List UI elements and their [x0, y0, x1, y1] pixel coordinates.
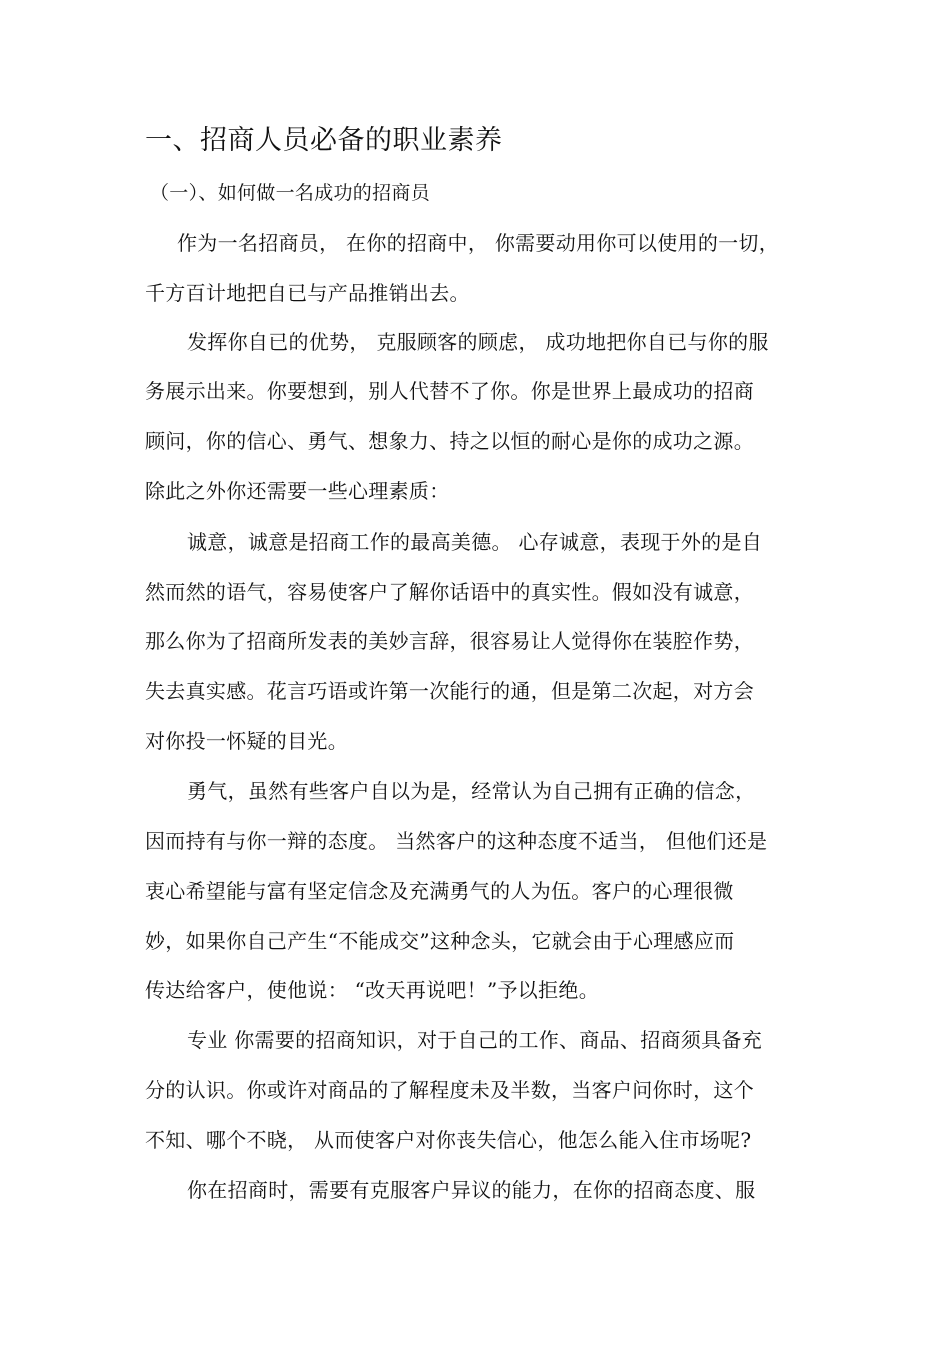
paragraph-line: 作为一名招商员， 在你的招商中， 你需要动用你可以使用的一切，	[177, 231, 780, 255]
section-subtitle: （一）、如何做一名成功的招商员	[150, 182, 431, 204]
paragraph-line: 勇气，虽然有些客户自以为是，经常认为自己拥有正确的信念，	[187, 779, 756, 803]
paragraph-line: 发挥你自已的优势， 克服顾客的顾虑， 成功地把你自已与你的服	[187, 330, 769, 354]
paragraph-line: 诚意，诚意是招商工作的最高美德。 心存诚意，表现于外的是自	[187, 530, 763, 554]
paragraph-line: 失去真实感。花言巧语或许第一次能行的通，但是第二次起，对方会	[145, 679, 754, 703]
paragraph-line: 那么你为了招商所发表的美妙言辞，很容易让人觉得你在装腔作势，	[145, 629, 754, 653]
paragraph-line: 务展示出来。你要想到，别人代替不了你。你是世界上最成功的招商	[145, 379, 754, 403]
paragraph-line: 衷心希望能与富有坚定信念及充满勇气的人为伍。客户的心理很微	[145, 879, 734, 903]
paragraph-line: 传达给客户，使他说： “改天再说吧！”予以拒绝。	[145, 978, 600, 1002]
paragraph-line: 顾问，你的信心、勇气、想象力、持之以恒的耐心是你的成功之源。	[145, 429, 754, 453]
paragraph-line: 妙，如果你自己产生“不能成交”这种念头，它就会由于心理感应而	[145, 929, 735, 953]
document-title: 一、招商人员必备的职业素养	[145, 125, 503, 156]
paragraph-line: 专业 你需要的招商知识，对于自己的工作、商品、招商须具备充	[187, 1028, 763, 1052]
paragraph-line: 然而然的语气，容易使客户了解你话语中的真实性。假如没有诚意，	[145, 580, 754, 604]
paragraph-line: 分的认识。你或许对商品的了解程度未及半数，当客户问你时，这个	[145, 1078, 754, 1102]
paragraph-line: 对你投一怀疑的目光。	[145, 729, 348, 753]
paragraph-line: 千方百计地把自已与产品推销出去。	[145, 281, 470, 305]
paragraph-line: 除此之外你还需要一些心理素质：	[145, 479, 450, 503]
paragraph-line: 不知、哪个不晓， 从而使客户对你丧失信心，他怎么能入住市场呢?	[145, 1128, 752, 1152]
paragraph-line: 你在招商时，需要有克服客户异议的能力，在你的招商态度、服	[187, 1178, 756, 1202]
paragraph-line: 因而持有与你一辩的态度。 当然客户的这种态度不适当， 但他们还是	[145, 829, 768, 853]
